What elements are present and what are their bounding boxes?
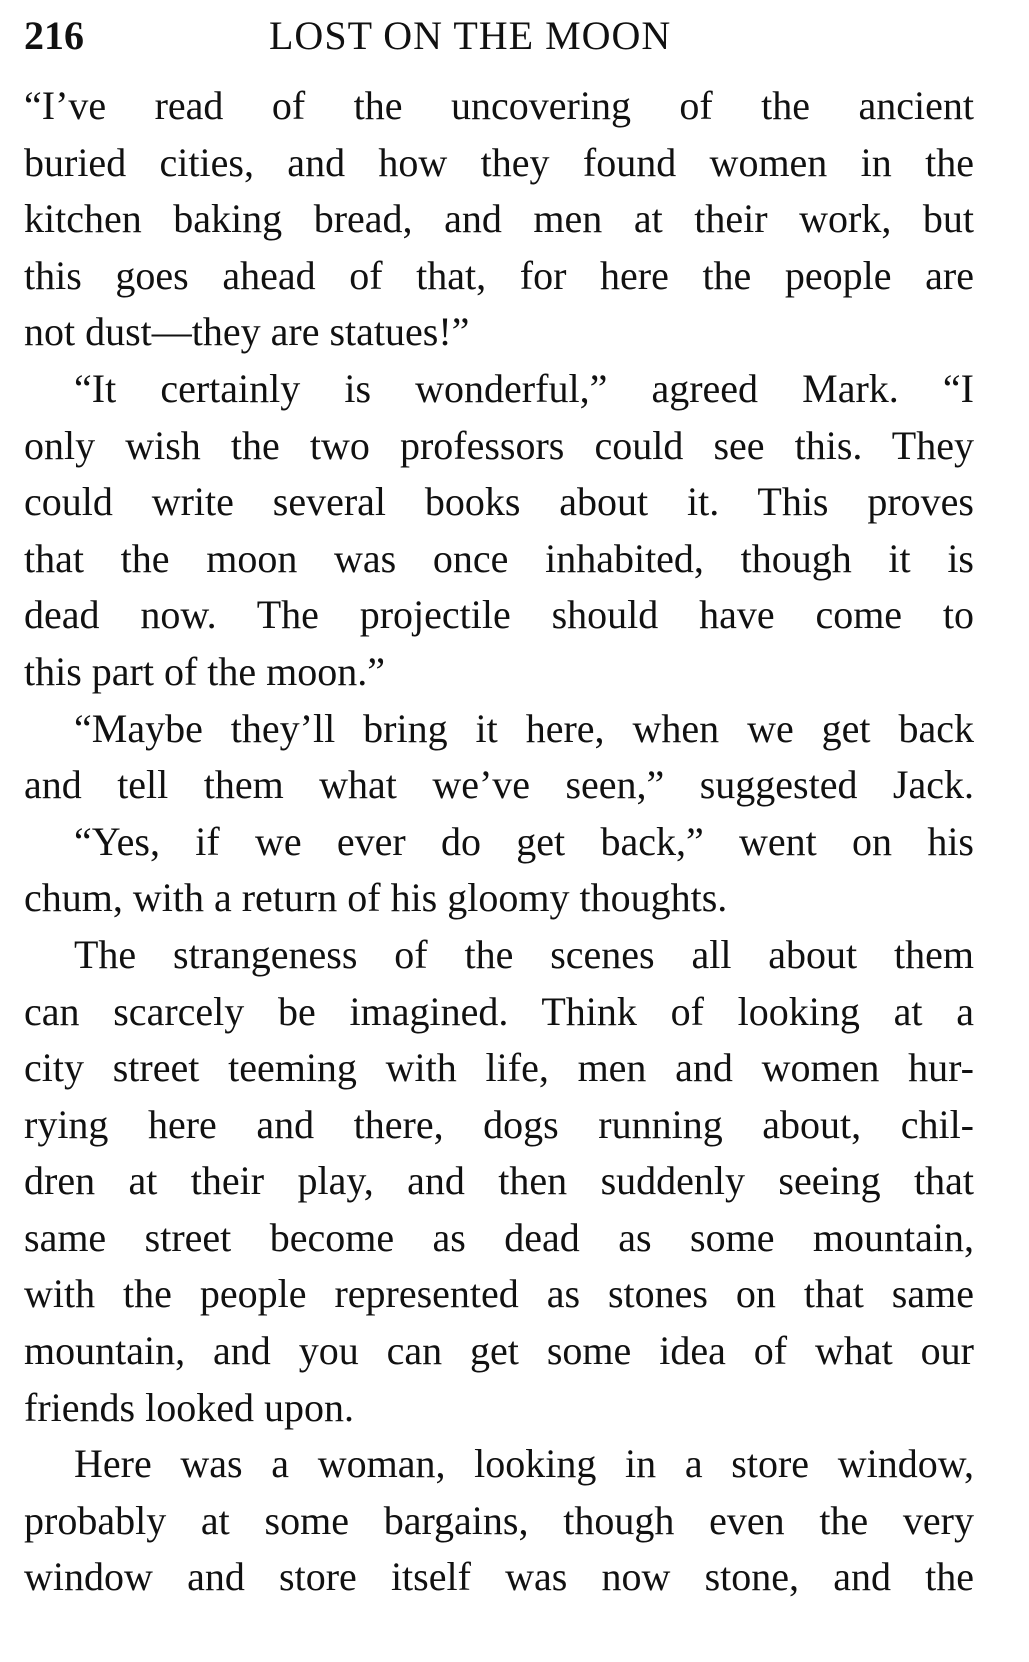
text-line: probably at some bargains, though even the very [24, 1497, 974, 1543]
text-line: buried cities, and how they found women in the [24, 139, 974, 185]
text-line: “I’ve read of the uncovering of the ancient [24, 83, 974, 128]
text-line: The strangeness of the scenes all about them [74, 931, 974, 977]
body-text [24, 78, 974, 1606]
text-line: with the people represented as stones on that same [24, 1271, 974, 1317]
text-line: that the moon was once inhabited, though it is [24, 535, 974, 581]
text-line: “It certainly is wonderful,” agreed Mark. “I [74, 365, 974, 411]
text-line: rying here and there, dogs running about, chil- [24, 1101, 974, 1147]
text-line: Here was a woman, looking in a store window, [74, 1441, 974, 1487]
page-number: 216 [24, 13, 84, 58]
text-line: not dust—they are statues!” [24, 309, 470, 355]
text-line: kitchen baking bread, and men at their work, but [24, 196, 974, 242]
text-line: this goes ahead of that, for here the people are [24, 252, 974, 298]
text-line: “Yes, if we ever do get back,” went on his [74, 818, 974, 864]
text-line: can scarcely be imagined. Think of looking at a [24, 988, 974, 1034]
text-line: friends looked upon. [24, 1384, 354, 1430]
text-line: this part of the moon.” [24, 648, 386, 694]
text-line: “Maybe they’ll bring it here, when we get back [74, 705, 974, 751]
text-line: same street become as dead as some mountain, [24, 1214, 974, 1260]
text-line: could write several books about it. This proves [24, 479, 974, 525]
text-line: dren at their play, and then suddenly seeing that [24, 1158, 974, 1204]
page-header [24, 10, 974, 62]
text-line: and tell them what we’ve seen,” suggested Jack. [24, 762, 974, 808]
text-line: chum, with a return of his gloomy thoughts. [24, 875, 728, 921]
text-line: only wish the two professors could see this. They [24, 422, 974, 468]
running-title: LOST ON THE MOON [269, 13, 672, 58]
text-line: city street teeming with life, men and women hur- [24, 1045, 974, 1091]
text-line: window and store itself was now stone, and the [24, 1554, 974, 1600]
text-line: mountain, and you can get some idea of what our [24, 1328, 974, 1374]
text-line: dead now. The projectile should have come to [24, 592, 974, 638]
